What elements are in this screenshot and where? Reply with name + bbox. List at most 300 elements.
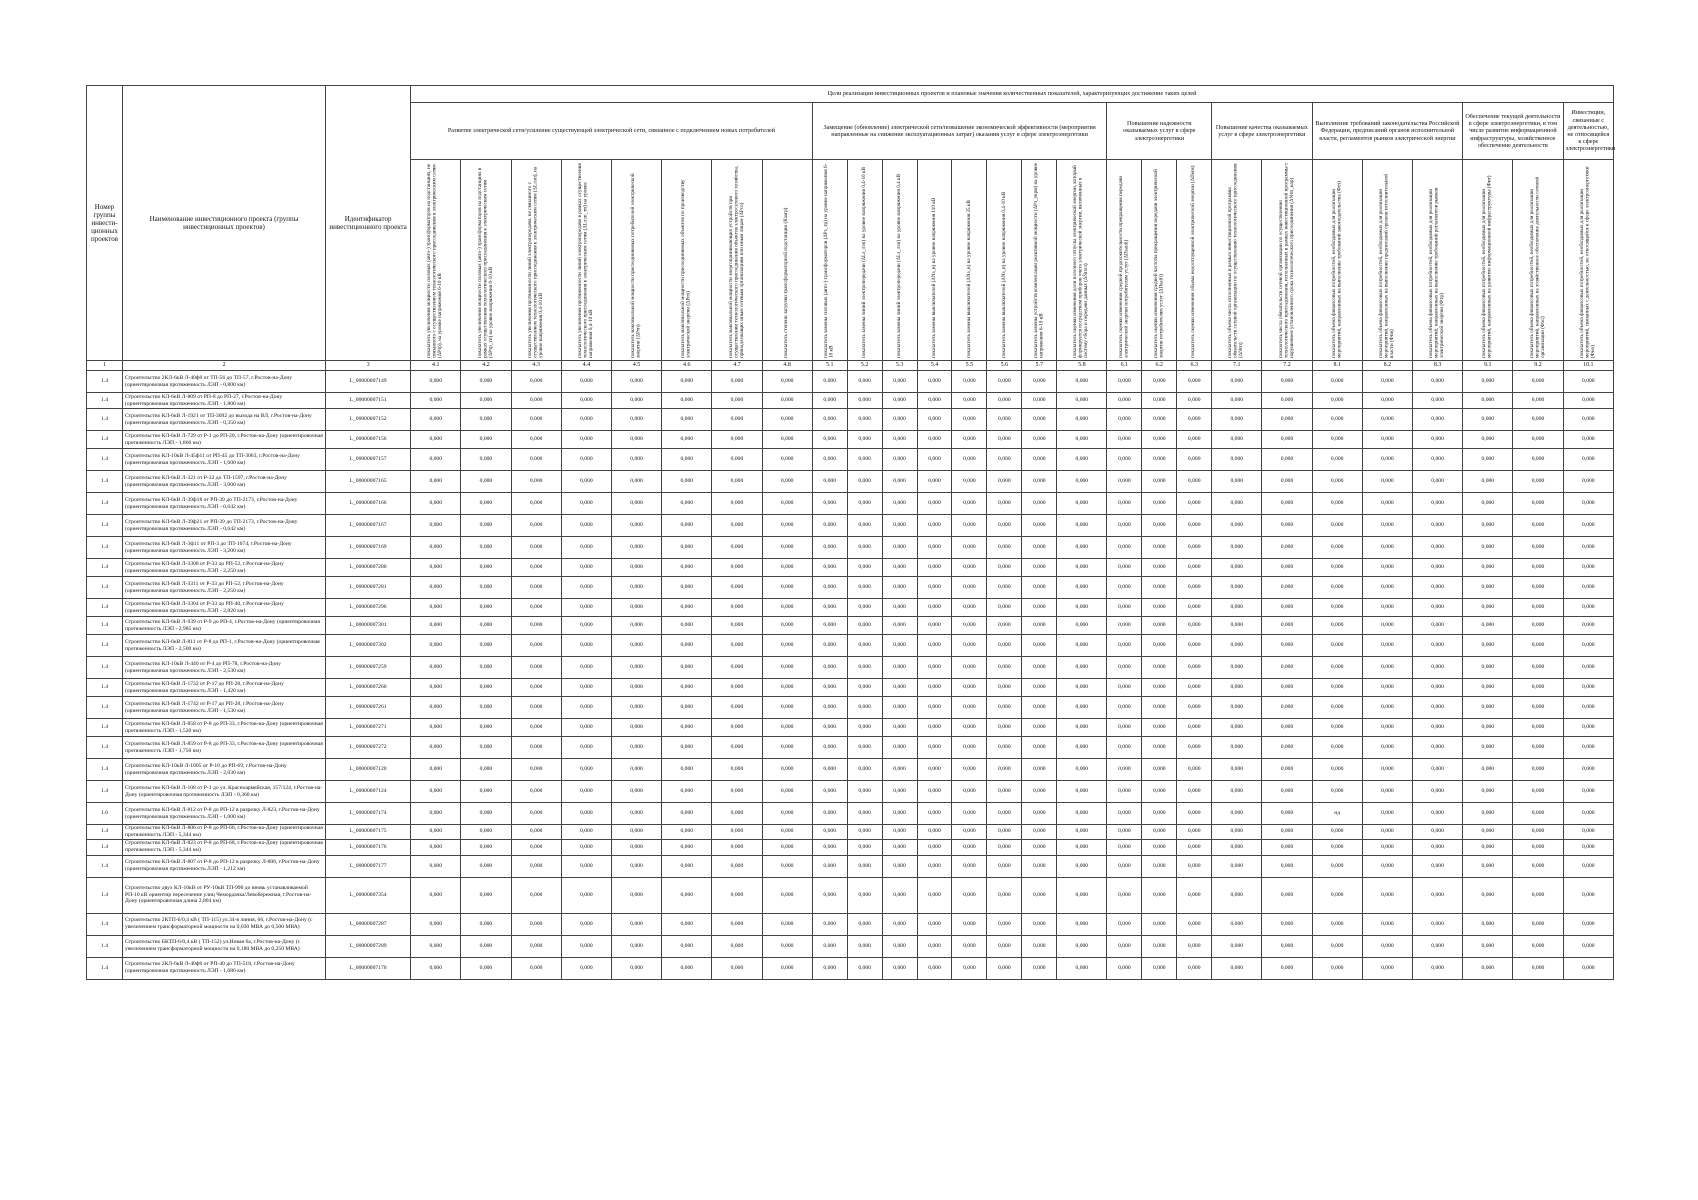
indicator-value: 0,000 <box>1563 737 1613 759</box>
indicator-value: 0,000 <box>611 855 661 877</box>
indicator-header-text: показатель замены устройств компенсации реактивной мощности (ΔPз_укрм) на уровне напряжения 6-10 кВ <box>1032 162 1045 358</box>
indicator-value: 0,000 <box>1262 371 1312 393</box>
indicator-header-text: показатель максимальной мощности присоединяемых потребителей электрической энергии (ΔPтп) <box>629 173 642 358</box>
group-number: 1.4 <box>87 781 123 803</box>
column-number: 10.1 <box>1563 361 1613 371</box>
indicator-value: 0,000 <box>762 877 812 913</box>
indicator-value: 0,000 <box>762 737 812 759</box>
indicator-value: 0,000 <box>952 617 987 635</box>
indicator-value: 0,000 <box>1413 515 1463 537</box>
indicator-value: 0,000 <box>1262 935 1312 957</box>
indicator-value: 0,000 <box>561 957 611 979</box>
indicator-value: 0,000 <box>1413 935 1463 957</box>
indicator-value: 0,000 <box>411 599 461 617</box>
indicator-value: 0,000 <box>611 431 661 449</box>
indicator-value: 0,000 <box>511 431 561 449</box>
table-row <box>87 431 1614 449</box>
indicator-value: 0,000 <box>812 493 847 515</box>
indicator-value: 0,000 <box>882 393 917 409</box>
indicator-value: 0,000 <box>1212 409 1262 431</box>
indicator-value: 0,000 <box>1262 803 1312 825</box>
indicator-value: 0,000 <box>1057 493 1107 515</box>
indicator-value: 0,000 <box>1212 697 1262 719</box>
indicator-value: 0,000 <box>1413 617 1463 635</box>
table-row <box>87 537 1614 559</box>
indicator-value: 0,000 <box>662 679 712 697</box>
indicator-value: 0,000 <box>1362 617 1412 635</box>
indicator-value: 0,000 <box>712 781 762 803</box>
column-number: 5.8 <box>1057 361 1107 371</box>
indicator-value: 0,000 <box>561 679 611 697</box>
indicator-value: 0,000 <box>917 471 952 493</box>
indicator-value: 0,000 <box>1107 515 1142 537</box>
indicator-value: 0,000 <box>1312 617 1362 635</box>
table-row <box>87 599 1614 617</box>
indicator-value: 0,000 <box>1057 719 1107 737</box>
indicator-value: 0,000 <box>917 657 952 679</box>
indicator-value: 0,000 <box>812 599 847 617</box>
indicator-value: 0,000 <box>987 471 1022 493</box>
indicator-value: 0,000 <box>461 935 511 957</box>
indicator-value: 0,000 <box>1142 781 1177 803</box>
indicator-value: 0,000 <box>461 719 511 737</box>
indicator-value: 0,000 <box>561 877 611 913</box>
indicator-value: 0,000 <box>1177 515 1212 537</box>
indicator-value: 0,000 <box>461 393 511 409</box>
indicator-value: 0,000 <box>917 825 952 840</box>
indicator-value: 0,000 <box>812 825 847 840</box>
indicator-value: 0,000 <box>712 803 762 825</box>
header-row-numbers <box>87 361 1614 371</box>
indicator-value: 0,000 <box>511 371 561 393</box>
indicator-value: 0,000 <box>762 393 812 409</box>
indicator-value: 0,000 <box>812 935 847 957</box>
indicator-value: 0,000 <box>987 559 1022 577</box>
indicator-value: 0,000 <box>1022 409 1057 431</box>
column-number: 2 <box>123 361 326 371</box>
indicator-value: 0,000 <box>847 599 882 617</box>
indicator-value: 0,000 <box>712 559 762 577</box>
indicator-value: 0,000 <box>1057 657 1107 679</box>
indicator-value: 0,000 <box>511 393 561 409</box>
table-row <box>87 935 1614 957</box>
indicator-value: 0,000 <box>1177 803 1212 825</box>
indicator-value: 0,000 <box>987 913 1022 935</box>
indicator-value: 0,000 <box>1057 393 1107 409</box>
indicator-value: 0,000 <box>1513 471 1563 493</box>
project-id: L_00000007281 <box>326 577 411 599</box>
indicator-value: 0,000 <box>712 577 762 599</box>
indicator-value: 0,000 <box>611 371 661 393</box>
indicator-value: 0,000 <box>1022 559 1057 577</box>
indicator-value: 0,000 <box>712 471 762 493</box>
indicator-value: 0,000 <box>917 431 952 449</box>
indicator-header <box>1177 160 1212 361</box>
indicator-value: 0,000 <box>1513 599 1563 617</box>
indicator-value: 0,000 <box>987 431 1022 449</box>
indicator-value: 0,000 <box>611 537 661 559</box>
indicator-header-text: показатель оценки изменения средней частоты прекращения передачи электрической энергии потребителям услуг (ΔПsaifi) <box>1152 169 1165 358</box>
group-number: 1.4 <box>87 825 123 840</box>
indicator-value: 0,000 <box>952 935 987 957</box>
indicator-value: 0,000 <box>461 409 511 431</box>
indicator-value: 0,000 <box>561 493 611 515</box>
indicator-value: 0,000 <box>1107 409 1142 431</box>
project-name: Строительство КЛ-6кВ Л-811 от Р-8 до РП-1, г.Ростов-на-Дону (ориентировочная протяженность ЛЭП - 2,500 км) <box>123 635 326 657</box>
indicator-value: 0,000 <box>1262 599 1312 617</box>
indicator-value: 0,000 <box>611 635 661 657</box>
indicator-value: 0,000 <box>461 781 511 803</box>
indicator-value: 0,000 <box>1212 825 1262 840</box>
indicator-value: 0,000 <box>812 737 847 759</box>
group-number-header: Номер группы инвести-ционных проектов <box>87 86 123 361</box>
indicator-value: 0,000 <box>882 657 917 679</box>
indicator-value: 0,000 <box>917 877 952 913</box>
indicator-value: 0,000 <box>1177 839 1212 855</box>
indicator-value: 0,000 <box>1362 515 1412 537</box>
indicator-value: 0,000 <box>917 559 952 577</box>
indicator-value: 0,000 <box>461 913 511 935</box>
project-name: Строительство БКТП-6/0,4 кВ ( ТП-152) ул.Новая 6а, г.Ростов-на-Дону (с увеличением трансформаторной мощности на 0,180 МВА до 0,250 МВА) <box>123 935 326 957</box>
indicator-value: 0,000 <box>511 577 561 599</box>
indicator-value: 0,000 <box>1413 537 1463 559</box>
indicator-value: 0,000 <box>662 759 712 781</box>
indicator-value: 0,000 <box>611 471 661 493</box>
indicator-value: 0,000 <box>1362 913 1412 935</box>
indicator-header <box>1463 160 1513 361</box>
table-row <box>87 737 1614 759</box>
indicator-value: 0,000 <box>882 493 917 515</box>
indicator-value: 0,000 <box>917 679 952 697</box>
indicator-value: 0,000 <box>952 493 987 515</box>
indicator-value: 0,000 <box>561 781 611 803</box>
indicator-value: 0,000 <box>1563 759 1613 781</box>
indicator-value: 0,000 <box>1513 719 1563 737</box>
indicator-value: 0,000 <box>1312 957 1362 979</box>
project-name: Строительство КЛ-10кВ Л-45ф11 от РП-45 до ТП-3063, г.Ростов-на-Дону (ориентировочная протяженность ЛЭП - 1,600 км) <box>123 449 326 471</box>
indicator-value: 0,000 <box>987 493 1022 515</box>
indicator-value: 0,000 <box>1413 635 1463 657</box>
indicator-value: 0,000 <box>662 877 712 913</box>
indicator-value: 0,000 <box>662 719 712 737</box>
indicator-header-text: показатель объема финансовых потребностей, необходимых для реализации мероприятий, направленных на хозяйственное обеспечение деятельности сетевой организации (Фхо) <box>1528 176 1546 358</box>
project-name: Строительство 2КЛ-6кВ Л-40ф0 от ТП-56 до ТП-57, г.Ростов-на-Дону (ориентировочная протяженность ЛЭП - 0,800 км) <box>123 371 326 393</box>
indicator-value: 0,000 <box>812 697 847 719</box>
indicator-value: 0,000 <box>812 393 847 409</box>
indicator-value: 0,000 <box>1057 759 1107 781</box>
indicator-value: 0,000 <box>461 635 511 657</box>
indicator-header <box>1057 160 1107 361</box>
indicator-value: 0,000 <box>1312 431 1362 449</box>
indicator-value: 0,000 <box>952 719 987 737</box>
indicators-table <box>86 85 1614 980</box>
indicator-value: 0,000 <box>1142 839 1177 855</box>
column-number: 7.2 <box>1262 361 1312 371</box>
indicator-value: 0,000 <box>1262 449 1312 471</box>
indicator-value: 0,000 <box>1212 515 1262 537</box>
indicator-value: 0,000 <box>882 913 917 935</box>
indicator-value: 0,000 <box>1057 409 1107 431</box>
indicator-value: 0,000 <box>1413 781 1463 803</box>
indicator-value: 0,000 <box>1177 877 1212 913</box>
indicator-value: 0,000 <box>1107 599 1142 617</box>
indicator-value: 0,000 <box>1312 393 1362 409</box>
indicator-value: 0,000 <box>952 371 987 393</box>
indicator-value: 0,000 <box>1057 913 1107 935</box>
indicator-value: 0,000 <box>712 617 762 635</box>
indicator-value: 0,000 <box>1513 803 1563 825</box>
indicator-value: 0,000 <box>1413 803 1463 825</box>
indicator-value: 0,000 <box>812 449 847 471</box>
project-name: Строительство КЛ-6кВ Л-3311 от Р-33 до РП-52, г.Ростов-на-Дону (ориентировочная протяженность ЛЭП - 2,250 км) <box>123 577 326 599</box>
column-number: 5.6 <box>987 361 1022 371</box>
project-id: L_00000007302 <box>326 635 411 657</box>
indicator-value: 0,000 <box>1107 957 1142 979</box>
indicator-value: 0,000 <box>1563 957 1613 979</box>
indicator-value: 0,000 <box>511 803 561 825</box>
indicator-value: 0,000 <box>1022 471 1057 493</box>
indicator-value: 0,000 <box>987 635 1022 657</box>
indicator-value: 0,000 <box>1107 449 1142 471</box>
indicator-value: 0,000 <box>712 449 762 471</box>
indicator-value: 0,000 <box>1513 617 1563 635</box>
indicator-value: 0,000 <box>882 855 917 877</box>
indicator-value: 0,000 <box>1022 957 1057 979</box>
indicator-value: 0,000 <box>987 737 1022 759</box>
indicator-value: 0,000 <box>1413 393 1463 409</box>
indicator-value: 0,000 <box>882 957 917 979</box>
indicator-value: 0,000 <box>952 697 987 719</box>
indicator-value: 0,000 <box>1463 537 1513 559</box>
indicator-value: 0,000 <box>1262 577 1312 599</box>
indicator-value: 0,000 <box>1107 855 1142 877</box>
indicator-value: 0,000 <box>561 913 611 935</box>
indicator-value: 0,000 <box>1057 825 1107 840</box>
project-name: Строительство КЛ-6кВ Л-39ф18 от РП-39 до ТП-2173, г.Ростов-на-Дону (ориентировочная протяженность ЛЭП - 0,642 км) <box>123 493 326 515</box>
indicator-value: 0,000 <box>1463 877 1513 913</box>
indicator-value: 0,000 <box>1107 781 1142 803</box>
indicator-value: 0,000 <box>1413 825 1463 840</box>
indicator-value: 0,000 <box>712 877 762 913</box>
indicator-value: 0,000 <box>1463 371 1513 393</box>
indicator-value: 0,000 <box>1107 719 1142 737</box>
indicator-value: 0,000 <box>1212 599 1262 617</box>
indicator-value: 0,000 <box>1177 559 1212 577</box>
indicator-value: 0,000 <box>511 781 561 803</box>
project-name: Строительство КЛ-6кВ Л-1732 от Р-17 до РП-28, г.Ростов-на-Дону (ориентировочная протяженность ЛЭП - 1,420 км) <box>123 679 326 697</box>
indicator-value: 0,000 <box>1362 537 1412 559</box>
indicator-value: 0,000 <box>411 839 461 855</box>
indicator-value: 0,000 <box>662 839 712 855</box>
project-id: L_00000007152 <box>326 409 411 431</box>
table-row <box>87 781 1614 803</box>
indicator-value: 0,000 <box>917 737 952 759</box>
column-number: 4.7 <box>712 361 762 371</box>
indicator-value: 0,000 <box>1362 957 1412 979</box>
project-name: Строительство КЛ-6кВ Л-108 от Р-1 до ул. Красноармейская, 157/124, г.Ростов-на-Дону (ориентировочная протяженность ЛЭП - 0,360 км) <box>123 781 326 803</box>
indicator-value: 0,000 <box>561 537 611 559</box>
indicator-header-text: показатель степени загрузки трансформаторной подстанции (Кзагр) <box>783 207 790 358</box>
indicator-value: 0,000 <box>882 719 917 737</box>
indicator-value: 0,000 <box>1212 577 1262 599</box>
indicator-value: 0,000 <box>561 935 611 957</box>
indicator-value: 0,000 <box>1022 617 1057 635</box>
indicator-value: 0,000 <box>1413 913 1463 935</box>
indicator-value: 0,000 <box>1022 913 1057 935</box>
indicator-value: 0,000 <box>662 913 712 935</box>
indicator-value: 0,000 <box>987 537 1022 559</box>
indicator-value: 0,000 <box>952 657 987 679</box>
indicator-value: 0,000 <box>917 577 952 599</box>
indicator-value: 0,000 <box>1142 515 1177 537</box>
indicator-value: 0,000 <box>917 617 952 635</box>
indicator-value: 0,000 <box>1142 617 1177 635</box>
indicator-value: 0,000 <box>1057 537 1107 559</box>
indicator-value: 0,000 <box>1563 635 1613 657</box>
indicator-value: 0,000 <box>1262 679 1312 697</box>
indicator-value: 0,000 <box>712 431 762 449</box>
indicator-value: 0,000 <box>1177 635 1212 657</box>
indicator-value: 0,000 <box>762 371 812 393</box>
indicator-value: 0,000 <box>1022 679 1057 697</box>
indicator-value: 0,000 <box>847 737 882 759</box>
indicator-value: 0,000 <box>1312 577 1362 599</box>
indicator-value: 0,000 <box>1057 957 1107 979</box>
indicator-value: 0,000 <box>987 781 1022 803</box>
indicator-value: 0,000 <box>952 449 987 471</box>
indicator-value: 0,000 <box>712 393 762 409</box>
indicator-value: 0,000 <box>1463 825 1513 840</box>
group-number: 1.4 <box>87 635 123 657</box>
indicator-value: 0,000 <box>461 657 511 679</box>
project-id: L_00000007120 <box>326 759 411 781</box>
indicator-value: 0,000 <box>411 371 461 393</box>
indicator-value: 0,000 <box>762 803 812 825</box>
indicator-value: 0,000 <box>1362 559 1412 577</box>
indicator-value: 0,000 <box>1513 697 1563 719</box>
indicator-value: 0,000 <box>611 839 661 855</box>
indicator-value: 0,000 <box>411 393 461 409</box>
indicator-header-text: показатель числа обязательств сетевой организации по осуществлению технологического присоединения, исполненных в рамках инвестиционной программы с нарушением установленного срока технологического присоединения (ΔNтп_нар) <box>1277 162 1295 358</box>
project-name: Строительство 2КЛ-6кВ Л-40ф0 от РП-40 до ТП-518, г.Ростов-на-Дону (ориентировочная протяженность ЛЭП - 1,686 км) <box>123 957 326 979</box>
indicator-value: 0,000 <box>1022 537 1057 559</box>
indicator-value: 0,000 <box>762 537 812 559</box>
indicator-value: 0,000 <box>847 719 882 737</box>
group-number: 1.4 <box>87 559 123 577</box>
indicator-value: 0,000 <box>1463 719 1513 737</box>
group-number: 1.4 <box>87 855 123 877</box>
indicator-value: 0,000 <box>611 957 661 979</box>
group-number: 1.4 <box>87 431 123 449</box>
indicator-value: 0,000 <box>1312 877 1362 913</box>
indicator-value: 0,000 <box>952 537 987 559</box>
indicator-value: 0,000 <box>847 957 882 979</box>
indicator-value: 0,000 <box>762 409 812 431</box>
indicator-value: 0,000 <box>1413 577 1463 599</box>
indicator-value: 0,000 <box>882 635 917 657</box>
indicator-value: 0,000 <box>1057 855 1107 877</box>
indicator-value: 0,000 <box>1142 409 1177 431</box>
indicator-value: 0,000 <box>411 657 461 679</box>
indicator-value: 0,000 <box>952 393 987 409</box>
indicator-value: 0,000 <box>1212 803 1262 825</box>
indicator-value: 0,000 <box>662 559 712 577</box>
indicator-value: 0,000 <box>511 877 561 913</box>
indicator-value: 0,000 <box>1177 679 1212 697</box>
indicator-header-text: показатель объема финансовых потребностей, необходимых для реализации мероприятий, направленных на выполнение требований законодательства (Фтз) <box>1330 180 1343 358</box>
indicator-value: 0,000 <box>561 449 611 471</box>
project-name: Строительство КЛ-6кВ Л-809 от РП-8 до РП-27, г.Ростов-на-Дону (ориентировочная протяженность ЛЭП - 1,800 км) <box>123 393 326 409</box>
project-id: L_00000007124 <box>326 781 411 803</box>
indicator-value: 0,000 <box>812 913 847 935</box>
indicator-value: 0,000 <box>1177 957 1212 979</box>
indicator-value: 0,000 <box>1057 737 1107 759</box>
indicator-header <box>1142 160 1177 361</box>
indicator-value: 0,000 <box>1107 697 1142 719</box>
indicator-value: 0,000 <box>662 825 712 840</box>
indicator-value: 0,000 <box>1312 449 1362 471</box>
project-name: Строительство КЛ-6кВ Л-729 от Р-1 до РП-20, г.Ростов-на-Дону (ориентировочная протяженность ЛЭП - 1,866 км) <box>123 431 326 449</box>
indicator-value: 0,000 <box>1513 913 1563 935</box>
indicator-value: 0,000 <box>1312 559 1362 577</box>
indicator-value: 0,000 <box>1362 471 1412 493</box>
indicator-value: 0,000 <box>461 559 511 577</box>
indicator-value: 0,000 <box>917 839 952 855</box>
indicator-value: 0,000 <box>952 781 987 803</box>
indicator-value: 0,000 <box>1057 877 1107 913</box>
indicator-value: 0,000 <box>461 697 511 719</box>
indicator-value: 0,000 <box>411 855 461 877</box>
indicator-value: 0,000 <box>411 577 461 599</box>
indicator-value: 0,000 <box>1142 635 1177 657</box>
indicator-value: 0,000 <box>1312 599 1362 617</box>
indicator-value: 0,000 <box>1413 759 1463 781</box>
indicator-value: 0,000 <box>812 515 847 537</box>
indicator-value: 0,000 <box>1513 737 1563 759</box>
indicator-value: 0,000 <box>712 855 762 877</box>
indicator-value: 0,000 <box>882 559 917 577</box>
indicator-value: 0,000 <box>847 877 882 913</box>
indicator-value: 0,000 <box>1413 471 1463 493</box>
indicator-value: 0,000 <box>762 599 812 617</box>
indicator-value: 0,000 <box>952 825 987 840</box>
indicator-value: 0,000 <box>511 679 561 697</box>
project-id: L_00000007170 <box>326 957 411 979</box>
indicator-value: 0,000 <box>511 617 561 635</box>
project-id: L_00000007165 <box>326 471 411 493</box>
indicator-value: 0,000 <box>882 839 917 855</box>
indicator-value: 0,000 <box>917 935 952 957</box>
indicator-value: 0,000 <box>1362 577 1412 599</box>
indicator-value: 0,000 <box>1463 935 1513 957</box>
indicator-value: 0,000 <box>1563 803 1613 825</box>
indicator-value: 0,000 <box>987 599 1022 617</box>
indicator-value: 0,000 <box>1142 371 1177 393</box>
indicator-header-text: показатель объема числа исполненных в рамках инвестиционной программы обязательств сетевой организации по осуществлению технологического присоединения (ΔNтп) <box>1227 163 1245 358</box>
indicator-header-text: показатель увеличения мощности силовых (авто-) трансформаторов на подстанциях в рамках осуществления технологического присоединения к электрическим сетям (ΔPтр_тп) на уровне напряжения 6-10 кВ <box>476 167 494 358</box>
indicator-value: 0,000 <box>882 471 917 493</box>
indicator-value: 0,000 <box>561 697 611 719</box>
indicator-value: 0,000 <box>1057 431 1107 449</box>
indicator-header <box>511 160 561 361</box>
indicator-value: 0,000 <box>917 855 952 877</box>
indicator-value: 0,000 <box>917 719 952 737</box>
indicator-value: 0,000 <box>987 697 1022 719</box>
indicator-value: 0,000 <box>461 537 511 559</box>
indicator-value: 0,000 <box>611 577 661 599</box>
indicator-value: 0,000 <box>847 371 882 393</box>
column-number: 4.1 <box>411 361 461 371</box>
